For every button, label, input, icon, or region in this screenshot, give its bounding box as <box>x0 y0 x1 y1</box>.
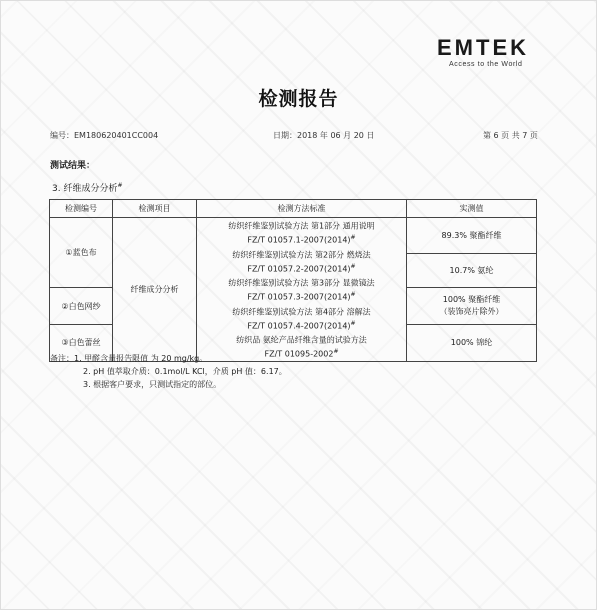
test-item-cell: 纤维成分分析 <box>113 218 197 362</box>
col-header-method: 检测方法标准 <box>197 200 407 218</box>
table-row <box>50 218 537 254</box>
page-indicator: 第 6 页 共 7 页 <box>483 131 538 140</box>
method-line: 纺织纤维鉴别试验方法 第1部分 通用说明 <box>228 221 375 231</box>
col-header-test-item: 检测项目 <box>113 200 197 218</box>
result-value: 100% 聚酯纤维 （装饰亮片除外） <box>407 287 537 324</box>
method-line: 纺织纤维鉴别试验方法 第2部分 燃烧法 <box>232 250 371 260</box>
method-line: FZ/T 01057.2-2007(2014)# <box>247 262 356 274</box>
note-line: 备注：1. 甲醛含量报告限值 为 20 mg/kg。 <box>50 354 208 363</box>
col-header-result: 实测值 <box>407 200 537 218</box>
emtek-logo <box>437 37 547 68</box>
col-header-sample-no: 检测编号 <box>50 200 113 218</box>
sample-name: ③白色蕾丝 <box>50 325 113 361</box>
table-header-row <box>50 200 537 218</box>
method-line: FZ/T 01095-2002# <box>264 348 339 359</box>
result-value: 89.3% 聚酯纤维 <box>407 218 537 254</box>
method-line: 纺织品 氨纶产品纤维含量的试验方法 <box>236 335 367 345</box>
note-line: 3. 根据客户要求，只测试指定的部位。 <box>83 380 222 389</box>
sample-name: ①蓝色布 <box>50 218 113 288</box>
notes-block <box>50 352 287 391</box>
sample-name: ②白色网纱 <box>50 287 113 324</box>
report-title: 检测报告 <box>258 88 339 110</box>
report-number: 编号：EM180620401CC004 <box>50 131 159 140</box>
result-value: 100% 锦纶 <box>407 325 537 361</box>
subsection-label: 3. 纤维成分分析 <box>52 184 118 194</box>
method-line: 纺织纤维鉴别试验方法 第3部分 显微镜法 <box>228 278 375 288</box>
fiber-composition-table <box>49 199 537 362</box>
method-line: FZ/T 01057.4-2007(2014)# <box>247 319 356 331</box>
report-date: 日期：2018 年 06 月 20 日 <box>273 131 375 140</box>
result-value: 10.7% 氨纶 <box>407 254 537 288</box>
method-standards-cell <box>197 218 407 362</box>
section-title: 测试结果： <box>50 161 96 171</box>
logo-wordmark: EMTEK <box>437 35 529 60</box>
logo-tagline: Access to the World <box>449 61 523 68</box>
method-line: FZ/T 01057.1-2007(2014)# <box>247 234 356 245</box>
note-line: 2. pH 值萃取介质：0.1mol/L KCl，介质 pH 值：6.17。 <box>83 367 287 376</box>
subsection-title <box>52 181 122 194</box>
subsection-mark: # <box>117 182 123 189</box>
method-line: FZ/T 01057.3-2007(2014)# <box>247 291 356 302</box>
method-line: 纺织纤维鉴别试验方法 第4部分 溶解法 <box>232 307 371 317</box>
